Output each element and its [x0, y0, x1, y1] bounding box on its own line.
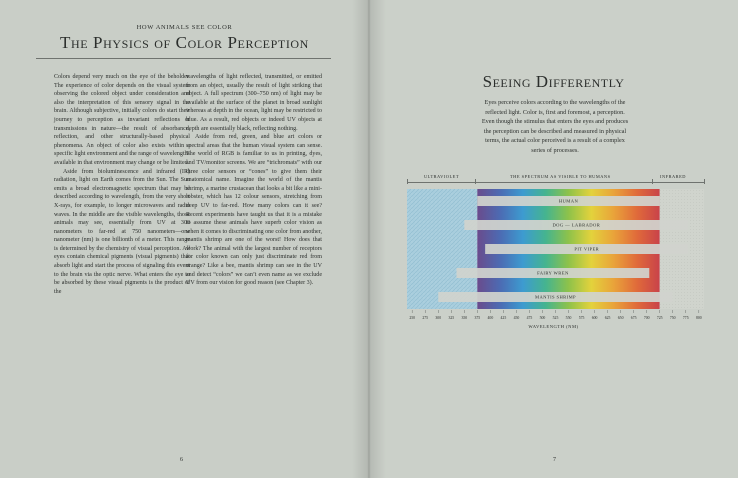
species-label: FAIRY WREN	[537, 270, 569, 276]
header-tick	[475, 179, 476, 184]
infrared-label: INFRARED	[660, 174, 686, 179]
text-column-2	[186, 73, 322, 288]
chapter-title: The Physics of Color Perception	[60, 33, 309, 52]
species-label: PIT VIPER	[574, 246, 600, 252]
x-tick-label: 750	[669, 316, 676, 320]
page-number-left: 6	[180, 457, 183, 463]
x-tick-label: 550	[565, 316, 572, 320]
ultraviolet-region	[407, 189, 477, 309]
x-tick-label: 500	[539, 316, 546, 320]
x-tick-label: 800	[695, 316, 702, 320]
ultraviolet-label: ULTRAVIOLET	[424, 174, 460, 179]
x-tick-label: 350	[461, 316, 468, 320]
x-tick-label: 700	[643, 316, 650, 320]
x-tick-label: 575	[578, 316, 585, 320]
title-rule	[36, 58, 331, 59]
x-tick-label: 300	[435, 316, 442, 320]
x-tick-label: 775	[682, 316, 689, 320]
x-tick-label: 600	[591, 316, 598, 320]
section-intro: Eyes perceive colors according to the wavelengths of the reflected light. Color is, first and foremost, a perception. Even though the stimulus that enters the eyes and produces the perception can be described and measured in physical terms, the actual color perceived is a result of a complex series of processes.	[481, 99, 629, 154]
header-tick	[704, 179, 705, 184]
species-label: HUMAN	[558, 198, 579, 204]
header-tick	[407, 179, 408, 184]
x-tick-label: 525	[552, 316, 559, 320]
x-tick-label: 675	[630, 316, 637, 320]
paragraph: wavelengths of light reflected, transmitted, or emitted from an object, usually the result of light striking that object. A full spectrum (300–750 nm) of light may be available at the surface of the planet in broad sunlight whereas at depth in the ocean, light may be restricted to blue. As a result, red objects or indeed UV objects at depth are essentially black, reflecting nothing.	[186, 74, 322, 132]
species-label: MANTIS SHRIMP	[534, 294, 577, 300]
x-tick-label: 475	[526, 316, 533, 320]
paragraph: Colors depend very much on the eye of the beholder. The experience of color depends on the visual system observing the colored object under consideration and also the interpretation of this sensory signal in the brain. Although subjective, initially colors do start their journey to perception as invariant reflections or transmissions in nature—the result of absorbance, reflection, and other structurally-based physical phenomena. An object of color also exists within a specific light environment and the range of wavelengths available in that environment may change or be limited.	[54, 74, 190, 166]
x-tick-label: 450	[513, 316, 520, 320]
paragraph: Aside from bioluminescence and infrared (IR) radiation, light on Earth comes from the Sun. The Sun emits a broad electromagnetic spectrum that may be described according to wavelength, from the very short X-rays, for example, to longer microwaves and radio waves. In the middle are the visible wavelengths, those animals may see, essentially from UV at 300 nanometers to far-red at 750 nanometers—one nanometer (nm) is one billionth of a meter. This range is determined by the chemistry of visual perception. All eyes contain chemical pigments (visual pigments) that absorb light and start the process of signaling this event to the brain via the optic nerve. What enters the eye to be absorbed by these visual pigments is the product of the	[54, 168, 190, 295]
page-number-right: 7	[553, 457, 556, 463]
header-tick	[652, 179, 653, 184]
x-tick-label: 400	[487, 316, 494, 320]
text-column-1	[54, 73, 190, 296]
spectrum-chart-svg	[407, 189, 704, 329]
x-tick-label: 275	[422, 316, 429, 320]
running-head: HOW ANIMALS SEE COLOR	[136, 24, 233, 31]
x-tick-label: 375	[474, 316, 481, 320]
section-title: Seeing Differently	[482, 72, 625, 91]
spectrum-chart	[407, 189, 704, 320]
spectrum-header-rule	[407, 182, 704, 183]
x-tick-label: 650	[617, 316, 624, 320]
x-tick-label: 725	[656, 316, 663, 320]
x-axis-title: WAVELENGTH (NM)	[528, 324, 579, 329]
x-tick-label: 325	[448, 316, 455, 320]
visible-spectrum-label: THE SPECTRUM AS VISIBLE TO HUMANS	[510, 174, 611, 179]
species-label: DOG — LABRADOR	[552, 222, 601, 228]
paragraph: Aside from red, green, and blue art colors or spectral areas that the human visual system can sense. The world of RGB is familiar to us in printing, dyes, and TV/monitor screens. We are “trichromats” with our three color sensors or “cones” to give them their anatomical name. Imagine the world of the mantis shrimp, a marine crustacean that looks a bit like a mini-lobster, which has 12 colour sensors, stretching from deep UV to far-red. How many colors can it see? Recent experiments have taught us that it is a mistake to assume these animals have superb color vision as when it comes to discriminating one color from another, mantis shrimp are one of the worst! How does that work? The animal with the largest number of receptors for color known can only just discriminate red from orange? Like a bee, mantis shrimp can see in the UV and detect “colors” we can’t even name as we exclude UV from our vision for good reason (see Chapter 3).	[186, 134, 322, 287]
x-tick-label: 625	[604, 316, 611, 320]
x-tick-label: 425	[500, 316, 507, 320]
x-tick-label: 250	[409, 316, 416, 320]
right-page	[369, 0, 738, 478]
